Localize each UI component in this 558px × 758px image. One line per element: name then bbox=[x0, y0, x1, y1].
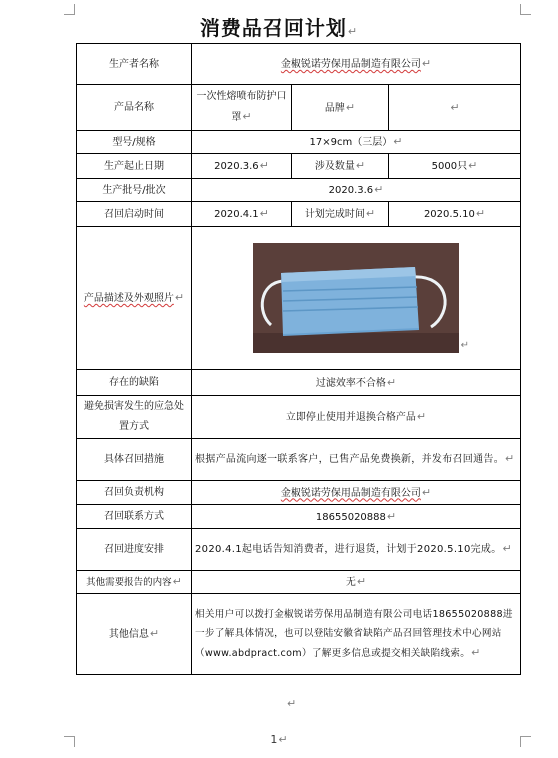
other-info-label-text: 其他信息 bbox=[108, 629, 149, 640]
title-text: 消费品召回计划 bbox=[199, 16, 347, 40]
recall-start-value bbox=[192, 202, 292, 227]
brand-label-text: 品牌 bbox=[324, 102, 345, 114]
paragraph-mark-icon: ↵ bbox=[450, 100, 460, 114]
measures-value-text: 根据产品流向逐一联系客户，已售产品免费换新，并发布召回通告。 bbox=[195, 454, 504, 465]
measures-value bbox=[192, 439, 521, 481]
paragraph-mark-icon: ↵ bbox=[471, 646, 481, 659]
paragraph-mark-icon: ↵ bbox=[374, 183, 384, 196]
table-row bbox=[77, 131, 521, 154]
table-row bbox=[77, 44, 521, 85]
table-row bbox=[77, 154, 521, 179]
progress-value-text: 2020.4.1起电话告知消费者，进行退货，计划于2020.5.10完成。 bbox=[195, 544, 502, 555]
table-row bbox=[77, 85, 521, 131]
emergency-value-text: 立即停止使用并退换合格产品 bbox=[285, 412, 416, 423]
page-number-text: 1 bbox=[270, 733, 278, 746]
other-report-value bbox=[192, 571, 521, 594]
agency-label: 召回负责机构 bbox=[77, 481, 192, 505]
description-label-text: 产品描述及外观照片 bbox=[83, 293, 174, 304]
paragraph-mark-icon: ↵ bbox=[287, 697, 297, 710]
paragraph-mark-icon: ↵ bbox=[355, 159, 366, 172]
paragraph-mark-icon: ↵ bbox=[149, 627, 160, 640]
agency-value-text: 金椒锐诺劳保用品制造有限公司 bbox=[280, 487, 421, 499]
table-row bbox=[77, 396, 521, 439]
recall-start-label: 召回启动时间 bbox=[77, 202, 192, 227]
batch-label: 生产批号/批次 bbox=[77, 179, 192, 202]
paragraph-mark-icon: ↵ bbox=[386, 375, 397, 389]
paragraph-mark-icon: ↵ bbox=[356, 575, 367, 588]
table-row bbox=[77, 439, 521, 481]
measures-label: 具体召回措施 bbox=[77, 439, 192, 481]
defect-label: 存在的缺陷 bbox=[77, 370, 192, 396]
paragraph-mark-icon: ↵ bbox=[365, 207, 376, 220]
production-date-value bbox=[192, 154, 292, 179]
paragraph-mark-icon: ↵ bbox=[416, 410, 427, 423]
table-row bbox=[77, 505, 521, 529]
paragraph-mark-icon: ↵ bbox=[347, 25, 359, 38]
model-value-text: 17×9cm（三层） bbox=[309, 137, 393, 148]
quantity-label-text: 涉及数量 bbox=[314, 161, 355, 172]
production-date-text: 2020.3.6 bbox=[214, 161, 259, 172]
table-row bbox=[77, 370, 521, 396]
document-title bbox=[0, 12, 558, 41]
table-row bbox=[77, 202, 521, 227]
page-number bbox=[0, 733, 558, 746]
paragraph-mark-icon: ↵ bbox=[421, 485, 432, 499]
progress-value bbox=[192, 529, 521, 571]
batch-value bbox=[192, 179, 521, 202]
paragraph-mark-icon: ↵ bbox=[475, 207, 486, 220]
paragraph-mark-icon: ↵ bbox=[502, 542, 513, 555]
paragraph-mark-icon: ↵ bbox=[174, 291, 185, 304]
defect-value bbox=[192, 370, 521, 396]
paragraph-mark-icon: ↵ bbox=[259, 207, 269, 220]
producer-value-text: 金椒锐诺劳保用品制造有限公司 bbox=[280, 59, 421, 70]
emergency-value bbox=[192, 396, 521, 439]
other-info-value-text: 相关用户可以拨打金椒锐诺劳保用品制造有限公司电话18655020888进一步了解具体情况，也可以登陆安徽省缺陷产品召回管理技术中心网站（www.abdpract.com）了解更多信息或提交相关缺陷线索。 bbox=[195, 609, 513, 659]
product-value bbox=[192, 85, 292, 131]
paragraph-mark-icon: ↵ bbox=[468, 159, 478, 172]
other-info-value bbox=[192, 594, 521, 675]
table-row bbox=[77, 179, 521, 202]
paragraph-mark-icon: ↵ bbox=[242, 110, 252, 123]
photo-cell bbox=[192, 227, 521, 370]
recall-start-text: 2020.4.1 bbox=[214, 209, 259, 220]
paragraph-mark-icon: ↵ bbox=[345, 100, 356, 114]
quantity-label bbox=[292, 154, 389, 179]
batch-value-text: 2020.3.6 bbox=[328, 185, 374, 196]
product-value-text: 一次性熔喷布防护口罩 bbox=[196, 91, 287, 123]
agency-value bbox=[192, 481, 521, 505]
model-label: 型号/规格 bbox=[77, 131, 192, 154]
paragraph-mark-icon: ↵ bbox=[278, 733, 288, 746]
table-row bbox=[77, 571, 521, 594]
mask-photo-image bbox=[253, 243, 459, 353]
paragraph-mark-icon: ↵ bbox=[259, 159, 269, 172]
other-report-value-text: 无 bbox=[345, 577, 356, 588]
paragraph-mark-icon: ↵ bbox=[505, 452, 515, 465]
plan-complete-value bbox=[389, 202, 521, 227]
table-row bbox=[77, 481, 521, 505]
brand-label bbox=[292, 85, 389, 131]
quantity-value bbox=[389, 154, 521, 179]
progress-label: 召回进度安排 bbox=[77, 529, 192, 571]
paragraph-mark-icon: ↵ bbox=[172, 575, 182, 588]
paragraph-mark-icon: ↵ bbox=[386, 509, 397, 523]
producer-value bbox=[192, 44, 521, 85]
emergency-label: 避免损害发生的应急处置方式 bbox=[77, 396, 192, 439]
contact-label: 召回联系方式 bbox=[77, 505, 192, 529]
production-date-label: 生产起止日期 bbox=[77, 154, 192, 179]
producer-label: 生产者名称 bbox=[77, 44, 192, 85]
table-row bbox=[77, 594, 521, 675]
paragraph-mark-icon: ↵ bbox=[421, 57, 432, 70]
quantity-value-text: 5000只 bbox=[431, 161, 468, 172]
recall-plan-table bbox=[76, 43, 521, 675]
paragraph-mark-icon: ↵ bbox=[393, 135, 403, 148]
mask-photo bbox=[253, 243, 469, 353]
plan-complete-label-text: 计划完成时间 bbox=[304, 209, 365, 220]
description-label bbox=[77, 227, 192, 370]
plan-complete-text: 2020.5.10 bbox=[423, 209, 475, 220]
plan-complete-label bbox=[292, 202, 389, 227]
other-info-label bbox=[77, 594, 192, 675]
contact-value-text: 18655020888 bbox=[315, 511, 386, 523]
defect-value-text: 过滤效率不合格 bbox=[315, 377, 386, 389]
other-report-label-text: 其他需要报告的内容 bbox=[86, 577, 172, 588]
other-report-label bbox=[77, 571, 192, 594]
brand-value bbox=[389, 85, 521, 131]
table-row bbox=[77, 529, 521, 571]
model-value bbox=[192, 131, 521, 154]
product-label: 产品名称 bbox=[77, 85, 192, 131]
contact-value bbox=[192, 505, 521, 529]
table-row bbox=[77, 227, 521, 370]
paragraph-mark-icon: ↵ bbox=[460, 340, 469, 351]
